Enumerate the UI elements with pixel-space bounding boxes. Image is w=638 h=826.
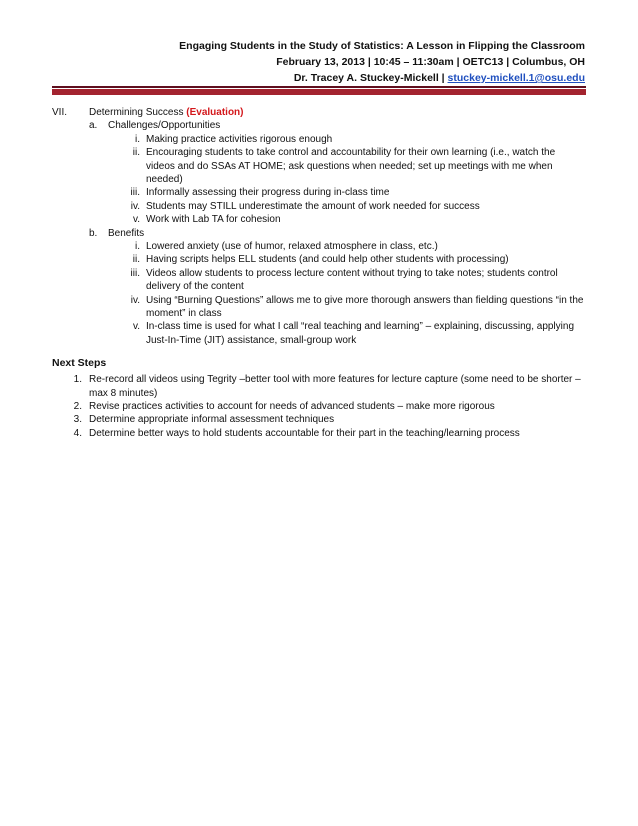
subsection-label: a. [89, 120, 98, 132]
list-item [0, 320, 638, 347]
section-vii-heading [0, 106, 638, 119]
header-event-info: February 13, 2013 | 10:45 – 11:30am | OETC13 | Columbus, OH [276, 56, 585, 68]
item-number: ii. [132, 147, 140, 159]
evaluation-tag: (Evaluation) [186, 107, 244, 118]
header-author-line [179, 70, 585, 86]
item-number: iv. [130, 294, 140, 306]
item-text: Re-record all videos using Tegrity –better tool with more features for lecture capture (some need to be shorter – max 8 minutes) [89, 374, 581, 399]
item-text: Videos allow students to process lecture content without trying to take notes; students control delivery of the content [146, 267, 558, 293]
header-title: Engaging Students in the Study of Statistics: A Lesson in Flipping the Classroom [179, 40, 585, 52]
list-item [0, 146, 638, 186]
list-item [0, 373, 638, 400]
item-number: 1. [73, 374, 82, 386]
document-header [179, 38, 585, 86]
list-item [0, 133, 638, 146]
challenges-list [0, 133, 638, 227]
item-number: i. [135, 241, 140, 253]
benefits-list [0, 240, 638, 347]
list-item [0, 427, 638, 440]
list-item [0, 186, 638, 199]
section-title: Determining Success (Evaluation) [89, 107, 244, 118]
list-item [0, 213, 638, 226]
item-text: Having scripts helps ELL students (and could help other students with processing) [146, 254, 509, 266]
item-text: In-class time is used for what I call “real teaching and learning” – explaining, discussing, applying Just-In-Time (JIT) assistance, small-group work [146, 321, 575, 346]
item-text: Determine appropriate informal assessment techniques [89, 414, 335, 426]
author-email-link[interactable]: stuckey-mickell.1@osu.edu [447, 72, 585, 84]
item-number: 2. [73, 401, 82, 413]
item-number: ii. [132, 254, 140, 266]
header-rule-red [52, 89, 586, 95]
item-text: Encouraging students to take control and accountability for their own learning (i.e., watch the videos and do SSAs AT HOME; ask questions when needed; set up meetings with me when needed) [146, 147, 556, 185]
item-text: Work with Lab TA for cohesion [146, 214, 281, 226]
next-steps-heading-row [0, 357, 638, 373]
list-item [0, 253, 638, 266]
item-text: Making practice activities rigorous enough [146, 133, 333, 145]
item-number: 4. [73, 427, 82, 439]
document-body [0, 106, 638, 440]
subsection-label: b. [89, 227, 98, 239]
item-text: Determine better ways to hold students accountable for their part in the teaching/learning process [89, 427, 520, 439]
header-author: Dr. Tracey A. Stuckey-Mickell | [293, 72, 448, 84]
list-item [0, 200, 638, 213]
subsection-a-heading [0, 119, 638, 132]
list-item [0, 294, 638, 321]
section-numeral: VII. [52, 107, 68, 118]
item-number: v. [132, 321, 140, 333]
item-text: Revise practices activities to account for needs of advanced students – make more rigorous [89, 401, 495, 413]
item-number: i. [135, 133, 140, 145]
item-number: 3. [73, 414, 82, 426]
item-text: Lowered anxiety (use of humor, relaxed atmosphere in class, etc.) [146, 241, 438, 253]
next-steps-list [0, 373, 638, 440]
list-item [0, 400, 638, 413]
subsection-title: Challenges/Opportunities [108, 120, 221, 132]
item-number: v. [132, 214, 140, 226]
list-item [0, 267, 638, 294]
item-number: iii. [130, 187, 140, 199]
list-item [0, 413, 638, 426]
header-rule-dark [52, 86, 586, 88]
list-item [0, 240, 638, 253]
subsection-title: Benefits [108, 227, 145, 239]
item-number: iii. [130, 267, 140, 279]
item-number: iv. [130, 200, 140, 212]
subsection-b-heading [0, 227, 638, 240]
item-text: Students may STILL underestimate the amount of work needed for success [146, 200, 480, 212]
item-text: Using “Burning Questions” allows me to give more thorough answers than fielding questions “in the moment” in class [146, 294, 584, 320]
item-text: Informally assessing their progress during in-class time [146, 187, 390, 199]
next-steps-heading: Next Steps [52, 357, 107, 370]
